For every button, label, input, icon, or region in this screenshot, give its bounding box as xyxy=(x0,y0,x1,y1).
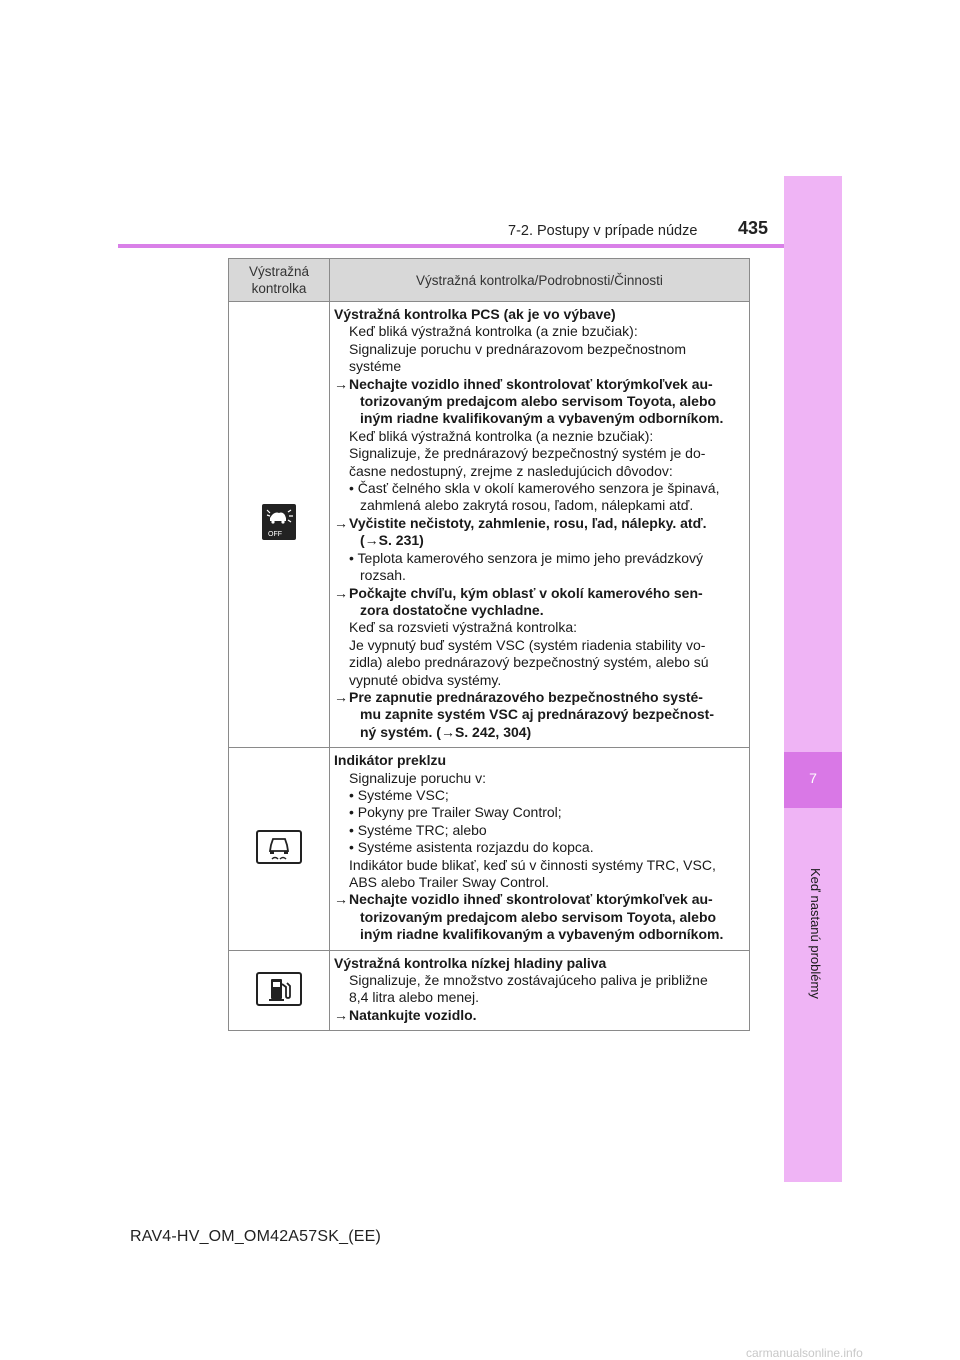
action-line: → Nechajte vozidlo ihneď skontrolovať ktorýmkoľvek au- xyxy=(334,375,713,392)
action-line: → Počkajte chvíľu, kým oblasť v okolí kamerového sen- xyxy=(334,584,703,601)
chapter-title: Keď nastanú problémy xyxy=(808,868,823,999)
bullet-item: • Pokyny pre Trailer Sway Control; xyxy=(334,804,743,821)
row-title: Indikátor preklzu xyxy=(334,752,447,769)
warning-lights-table xyxy=(228,258,750,1031)
detail-line: Signalizuje, že prednárazový bezpečnostný systém je do- xyxy=(349,445,706,462)
detail-line: 8,4 litra alebo menej. xyxy=(349,989,479,1006)
action-line: → Vyčistite nečistoty, zahmlenie, rosu, ľad, nálepky. atď. xyxy=(334,514,707,531)
detail-line: Je vypnutý buď systém VSC (systém riadenia stability vo- xyxy=(349,636,706,653)
detail-line: systéme xyxy=(349,358,402,375)
action-line: iným riadne kvalifikovaným a vybaveným odborníkom. xyxy=(360,926,724,943)
bullet-item: zahmlená alebo zakrytá rosou, ľadom, nálepkami atď. xyxy=(360,497,694,514)
action-line: → Natankujte vozidlo. xyxy=(334,1006,477,1023)
header-rule xyxy=(118,244,784,248)
details-cell xyxy=(330,302,750,748)
action-line: iným riadne kvalifikovaným a vybaveným odborníkom. xyxy=(360,410,724,427)
action-line: → Nechajte vozidlo ihneď skontrolovať ktorýmkoľvek au- xyxy=(334,891,713,908)
detail-line: Signalizuje poruchu v: xyxy=(349,769,486,786)
section-title: 7-2. Postupy v prípade núdze xyxy=(508,223,698,239)
slip-indicator-icon xyxy=(256,830,302,864)
action-line: mu zapnite systém VSC aj prednárazový bezpečnost- xyxy=(360,706,714,723)
table-row xyxy=(229,302,750,748)
detail-line: Signalizuje poruchu v prednárazovom bezpečnostnom xyxy=(349,340,686,357)
chapter-side-tab xyxy=(784,176,842,1182)
detail-line: Keď bliká výstražná kontrolka (a neznie bzučiak): xyxy=(349,427,654,444)
detail-line: Keď bliká výstražná kontrolka (a znie bzučiak): xyxy=(349,323,638,340)
icon-cell xyxy=(229,950,330,1031)
detail-line: Indikátor bude blikať, keď sú v činnosti systémy TRC, VSC, xyxy=(349,856,716,873)
action-line: torizovaným predajcom alebo servisom Toyota, alebo xyxy=(360,908,717,925)
bullet-item: • Časť čelného skla v okolí kamerového senzora je špinavá, xyxy=(334,480,743,497)
watermark: carmanualsonline.info xyxy=(746,1346,863,1360)
detail-line: časne nedostupný, zrejme z nasledujúcich dôvodov: xyxy=(349,462,673,479)
row-title: Výstražná kontrolka PCS (ak je vo výbave) xyxy=(334,306,616,322)
action-line: zora dostatočne vychladne. xyxy=(360,601,544,618)
arrow-icon: → xyxy=(334,375,348,392)
arrow-icon: → xyxy=(364,532,379,549)
icon-cell xyxy=(229,302,330,748)
chapter-number: 7 xyxy=(809,770,817,786)
action-line: torizovaným predajcom alebo servisom Toyota, alebo xyxy=(360,393,717,410)
pcs-off-icon xyxy=(262,504,296,540)
arrow-icon: → xyxy=(440,723,455,740)
bullet-item: • Teplota kamerového senzora je mimo jeho prevádzkový xyxy=(334,550,743,567)
bullet-item: • Systéme asistenta rozjazdu do kopca. xyxy=(334,839,743,856)
arrow-icon: → xyxy=(334,688,348,705)
details-cell xyxy=(330,950,750,1031)
page-number: 435 xyxy=(738,218,769,238)
detail-line: zidla) alebo prednárazový bezpečnostný systém, alebo sú xyxy=(349,654,709,671)
detail-line: vypnuté obidva systémy. xyxy=(349,671,502,688)
fuel-pump-icon xyxy=(256,972,302,1006)
table-row xyxy=(229,950,750,1031)
column-header-details: Výstražná kontrolka/Podrobnosti/Činnosti xyxy=(330,259,750,302)
action-line: → Pre zapnutie prednárazového bezpečnostného systé- xyxy=(334,688,703,705)
table-header-row xyxy=(229,259,750,302)
table-row xyxy=(229,748,750,950)
arrow-icon: → xyxy=(334,1006,348,1023)
pcs-off-label: OFF xyxy=(268,531,282,539)
arrow-icon: → xyxy=(334,891,348,908)
column-header-light: Výstražná kontrolka xyxy=(229,259,330,302)
action-line: ný systém. (→S. 242, 304) xyxy=(360,723,532,740)
bullet-item: • Systéme VSC; xyxy=(334,787,743,804)
document-id: RAV4-HV_OM_OM42A57SK_(EE) xyxy=(130,1228,382,1245)
row-title: Výstražná kontrolka nízkej hladiny paliva xyxy=(334,954,607,971)
details-cell xyxy=(330,748,750,950)
action-line: (→S. 231) xyxy=(360,532,424,549)
bullet-item: rozsah. xyxy=(360,567,406,584)
detail-line: Keď sa rozsvieti výstražná kontrolka: xyxy=(349,619,578,636)
arrow-icon: → xyxy=(334,514,348,531)
bullet-item: • Systéme TRC; alebo xyxy=(334,822,743,839)
arrow-icon: → xyxy=(334,584,348,601)
icon-cell xyxy=(229,748,330,950)
detail-line: Signalizuje, že množstvo zostávajúceho paliva je približne xyxy=(349,972,708,989)
detail-line: ABS alebo Trailer Sway Control. xyxy=(349,874,549,890)
